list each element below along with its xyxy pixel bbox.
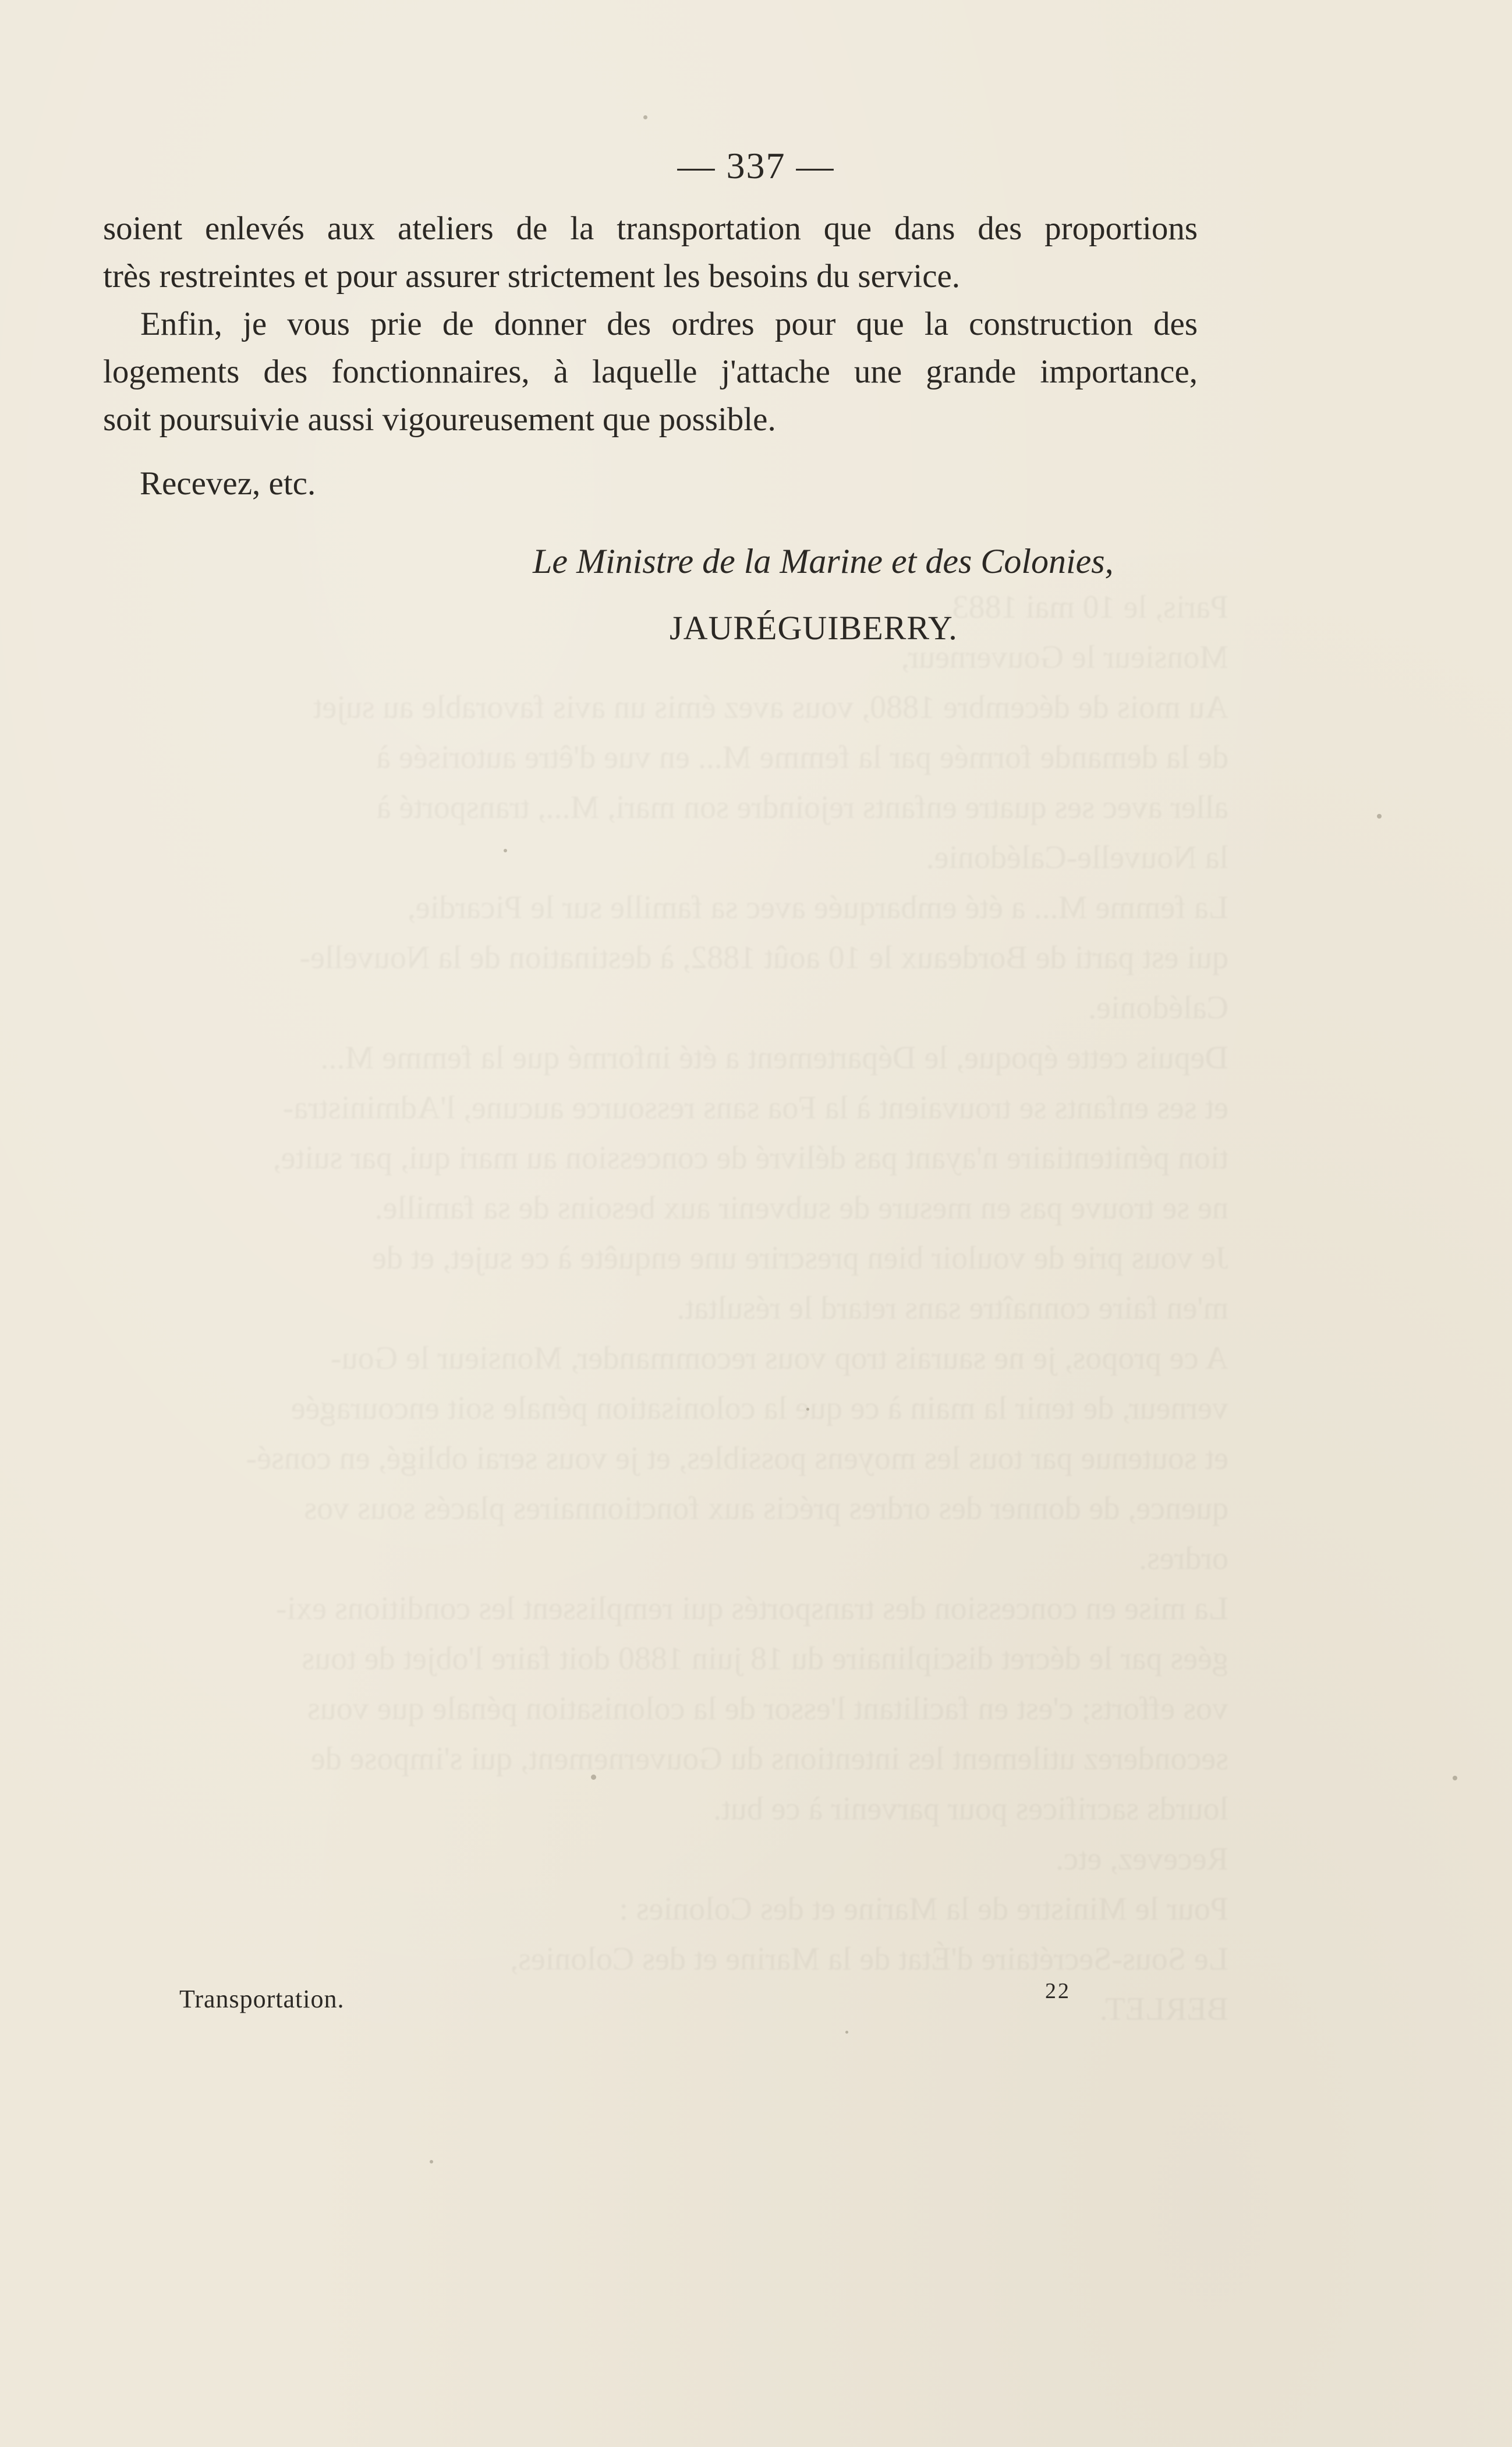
- closing-formula: Recevez, etc.: [140, 465, 316, 502]
- footer-section-title: Transportation.: [179, 1985, 345, 2013]
- text-line: soient enlevés aux ateliers de la transportation que dans des proportions: [103, 210, 1198, 247]
- body-text: [103, 205, 1198, 444]
- signature-title: Le Ministre de la Marine et des Colonies,: [533, 542, 1114, 580]
- paragraph-continuation: [103, 205, 1198, 300]
- reverse-side-show-through: Paris, le 10 mai 1883. Monsieur le Gouverneur, Au mois de décembre 1880, vous avez émis un avis favorable au sujet de la demande formée par la femme M... en vue d'être autorisée à aller avec ses quatre enfants rejoindre son mari, M..., transporté à la Nouvelle-Calédonie. La femme M... a été embarquée avec sa famille sur le Picardie, qui est parti de Bordeaux le 10 août 1882, à destination de la Nouvelle- Calédonie. Depuis cette époque, le Département a été informé que la femme M... et ses enfants se trouvaient à la Foa sans ressource aucune, l'Administra- tion pénitentiaire n'ayant pas délivré de concession au mari qui, par suite, ne se trouve pas en mesure de subvenir aux besoins de sa famille. Je vous prie de vouloir bien prescrire une enquête à ce sujet, et de m'en faire connaître sans retard le résultat. A ce propos, je ne saurais trop vous recommander, Monsieur le Gou- verneur, de tenir la main à ce que la colonisation pénale soit encouragée et soutenue par tous les moyens possibles, et je vous serai obligé, en consé- quence, de donner des ordres précis aux fonctionnaires placés sous vos ordres. La mise en concession des transportés qui remplissent les conditions exi- gées par le décret disciplinaire du 18 juin 1880 doit faire l'objet de tous vos efforts; c'est en facilitant l'essor de la colonisation pénale que vous seconderez utilement les intentions du Gouvernement, qui s'impose de lourds sacrifices pour parvenir à ce but. Recevez, etc. Pour le Ministre de la Marine et des Colonies : Le Sous-Secrétaire d'État de la Marine et des Colonies, BERLET.: [246, 589, 1228, 2027]
- paper-speck: [643, 115, 647, 119]
- text-line: logements des fonctionnaires, à laquelle j'attache une grande importance,: [103, 353, 1198, 390]
- page-number: — 337 —: [677, 145, 835, 186]
- signature-name: JAURÉGUIBERRY.: [670, 609, 958, 647]
- text-line: très restreintes et pour assurer strictement les besoins du service.: [103, 258, 961, 295]
- paper-speck: [1453, 1776, 1457, 1780]
- paper-speck: [1377, 814, 1382, 819]
- paper-speck: [845, 2031, 848, 2034]
- paper-speck: [806, 1408, 809, 1411]
- paper-speck: [591, 1775, 596, 1780]
- text-line: soit poursuivie aussi vigoureusement que possible.: [103, 401, 776, 438]
- paper-speck: [430, 2160, 433, 2163]
- paper-speck: [504, 849, 507, 852]
- text-line: Enfin, je vous prie de donner des ordres pour que la construction des: [140, 306, 1198, 342]
- paragraph-request: [103, 300, 1198, 444]
- footer-signature-mark: 22: [1045, 1979, 1071, 2003]
